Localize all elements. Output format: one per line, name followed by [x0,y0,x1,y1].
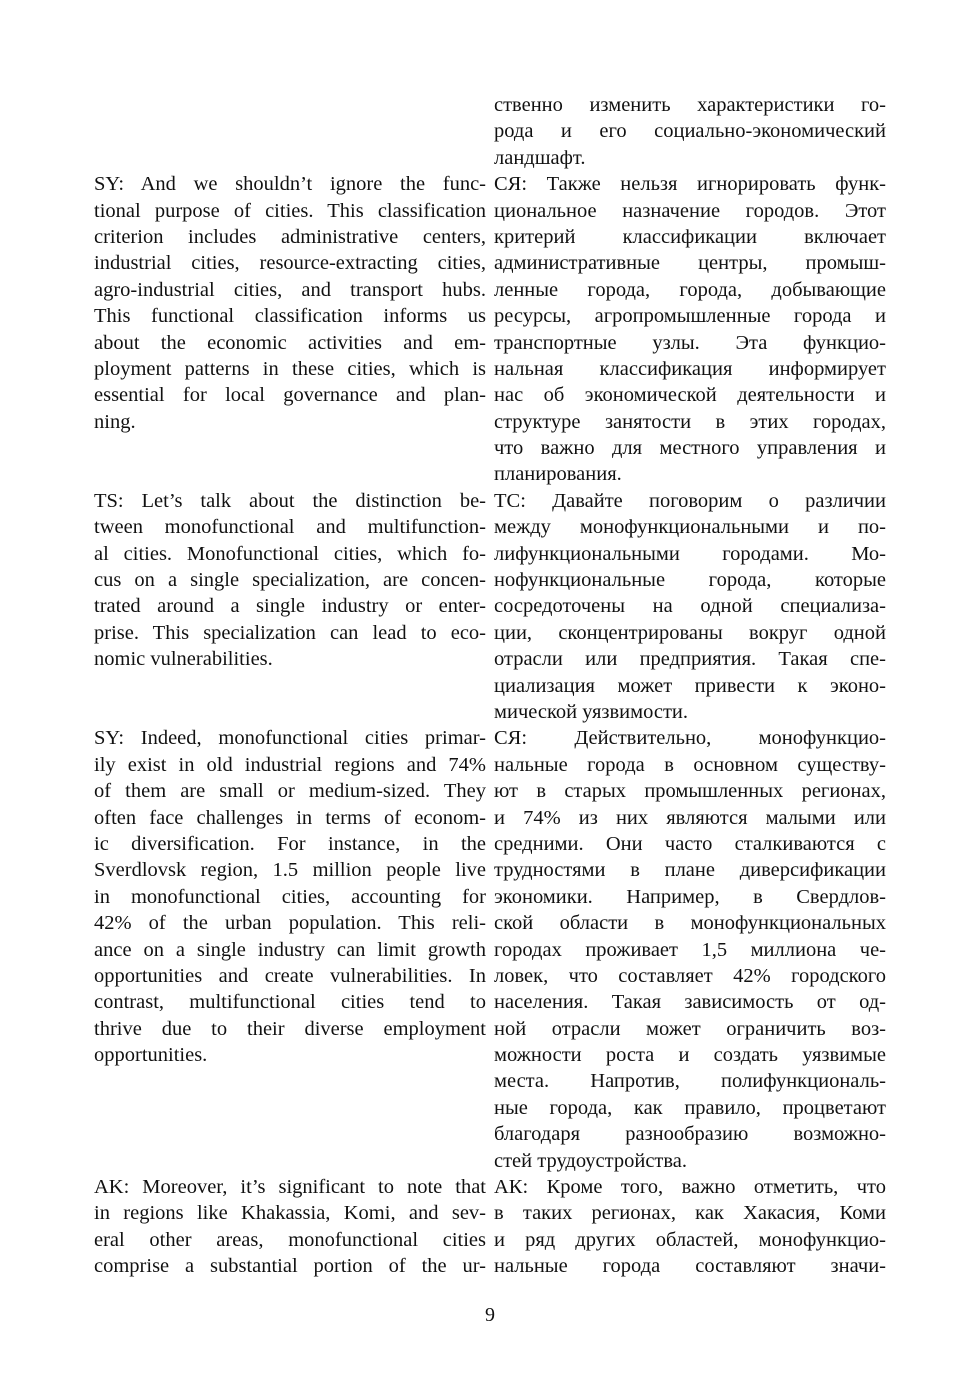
dialogue-row [94,171,886,488]
text-line: ning. [94,410,136,433]
text-line: средними. Они часто сталкиваются с [494,832,886,855]
text-line: industrial cities, resource-extracting cities, [94,252,486,275]
text-line: можности роста и создать уязвимые [494,1044,886,1067]
russian-paragraph-ts-distinction [494,488,886,726]
text-line: SY: And we shouldn’t ignore the func- [94,173,486,196]
text-line: 42% of the urban population. This reli- [94,912,486,935]
text-line: мической уязвимости. [494,700,689,723]
text-line: in regions like Khakassia, Komi, and sev- [94,1202,486,1225]
text-line: of them are small or medium-sized. They [94,780,486,803]
text-line: нальные города составляют значи- [494,1255,886,1278]
text-line: ловек, что составляет 42% городского [494,964,886,987]
dialogue-row [94,488,886,726]
text-line: сосредоточены на одной специализа- [494,595,886,618]
english-paragraph-sy-monofunctional [94,725,486,1174]
text-line: нофункциональные города, которые [494,569,886,592]
text-line: Sverdlovsk region, 1.5 million people live [94,859,486,882]
text-line: ской области в монофункциональных [494,912,886,935]
text-line: АК: Кроме того, важно отметить, что [494,1176,886,1199]
english-paragraph-ak-regions [94,1174,486,1280]
text-line: в таких регионах, как Хакасия, Коми [494,1202,886,1225]
page-number: 9 [485,1304,495,1326]
text-line: ют в старых промышленных регионах, [494,780,886,803]
dialogue-row [94,725,886,1174]
dialogue-row [94,92,886,171]
text-line: cus on a single specialization, are concen- [94,569,486,592]
text-line: contrast, multifunctional cities tend to [94,991,486,1014]
text-line: лифункциональными городами. Мо- [494,542,886,565]
text-line: планирования. [494,463,622,486]
text-line: ленные города, города, добывающие [494,278,886,301]
text-line: ресурсы, агропромышленные города и [494,305,886,328]
text-line: ployment patterns in these cities, which is [94,357,486,380]
text-line: и 74% из них являются малыми или [494,806,886,829]
text-line: благодаря разнообразию возможно- [494,1123,886,1146]
text-line: opportunities. [94,1044,208,1067]
text-line: нальные города в основном существу- [494,753,886,776]
text-line: in monofunctional cities, accounting for [94,885,486,908]
text-line: This functional classification informs us [94,305,486,328]
text-line: eral other areas, monofunctional cities [94,1228,486,1251]
text-line: между монофункциональными и по- [494,516,886,539]
text-line: СЯ: Действительно, монофункцио- [494,727,886,750]
text-line: agro-industrial cities, and transport hubs. [94,278,486,301]
russian-paragraph-sy-monofunctional [494,725,886,1174]
text-line: ной отрасли может ограничить воз- [494,1017,886,1040]
english-column [94,92,486,171]
russian-paragraph-sy-functional [494,171,886,488]
bilingual-transcript [94,92,886,1280]
text-line: ily exist in old industrial regions and 74% [94,753,486,776]
text-line: нас об экономической деятельности и [494,384,886,407]
text-line: циональное назначение городов. Этот [494,199,886,222]
text-line: AK: Moreover, it’s significant to note that [94,1176,486,1199]
russian-column [494,92,886,171]
text-line: места. Напротив, полифункциональ- [494,1070,886,1093]
text-line: ственно изменить характеристики го- [494,94,886,116]
text-line: al cities. Monofunctional cities, which fo- [94,542,486,565]
text-line: nomic vulnerabilities. [94,648,273,671]
text-line: критерий классификации включает [494,225,886,248]
text-line: tween monofunctional and multifunction- [94,516,486,539]
text-line: opportunities and create vulnerabilities. In [94,964,486,987]
text-line: ции, сконцентрированы вокруг одной [494,621,886,644]
text-line: SY: Indeed, monofunctional cities primar- [94,727,486,750]
text-line: ландшафт. [494,146,586,169]
text-line: ance on a single industry can limit growth [94,938,486,961]
text-line: транспортные узлы. Эта функцио- [494,331,886,354]
text-line: и ряд других областей, монофункцио- [494,1228,886,1251]
russian-paragraph-ak-regions [494,1174,886,1280]
text-line: стей трудоустройства. [494,1149,688,1172]
english-paragraph-sy-functional [94,171,486,488]
text-line: TS: Let’s talk about the distinction be- [94,489,486,512]
text-line: рода и его социально-экономический [494,120,886,143]
dialogue-row [94,1174,886,1280]
text-line: tional purpose of cities. This classification [94,199,486,222]
text-line: населения. Такая зависимость от од- [494,991,886,1014]
text-line: структуре занятости в этих городах, [494,410,886,433]
text-line: административные центры, промыш- [494,252,886,275]
text-line: городах проживает 1,5 миллиона че- [494,938,886,961]
text-line: что важно для местного управления и [494,437,886,460]
text-line: criterion includes administrative centers, [94,225,486,248]
text-line: essential for local governance and plan- [94,384,486,407]
text-line: циализация может привести к эконо- [494,674,886,697]
text-line: trated around a single industry or enter- [94,595,486,618]
text-line: СЯ: Также нельзя игнорировать функ- [494,173,886,196]
text-line: ные города, как правило, процветают [494,1096,886,1119]
english-paragraph-ts-distinction [94,488,486,726]
text-line: экономики. Например, в Свердлов- [494,885,886,908]
text-line: thrive due to their diverse employment [94,1017,486,1040]
text-line: трудностями в плане диверсификации [494,859,886,882]
text-line: prise. This specialization can lead to eco- [94,621,486,644]
text-line: ic diversification. For instance, in the [94,832,486,855]
text-line: отрасли или предприятия. Такая спе- [494,648,886,671]
text-line: нальная классификация информирует [494,357,886,380]
text-line: ТС: Давайте поговорим о различии [494,489,886,512]
text-line: about the economic activities and em- [94,331,486,354]
text-line: often face challenges in terms of econom- [94,806,486,829]
text-line: comprise a substantial portion of the ur- [94,1255,486,1278]
